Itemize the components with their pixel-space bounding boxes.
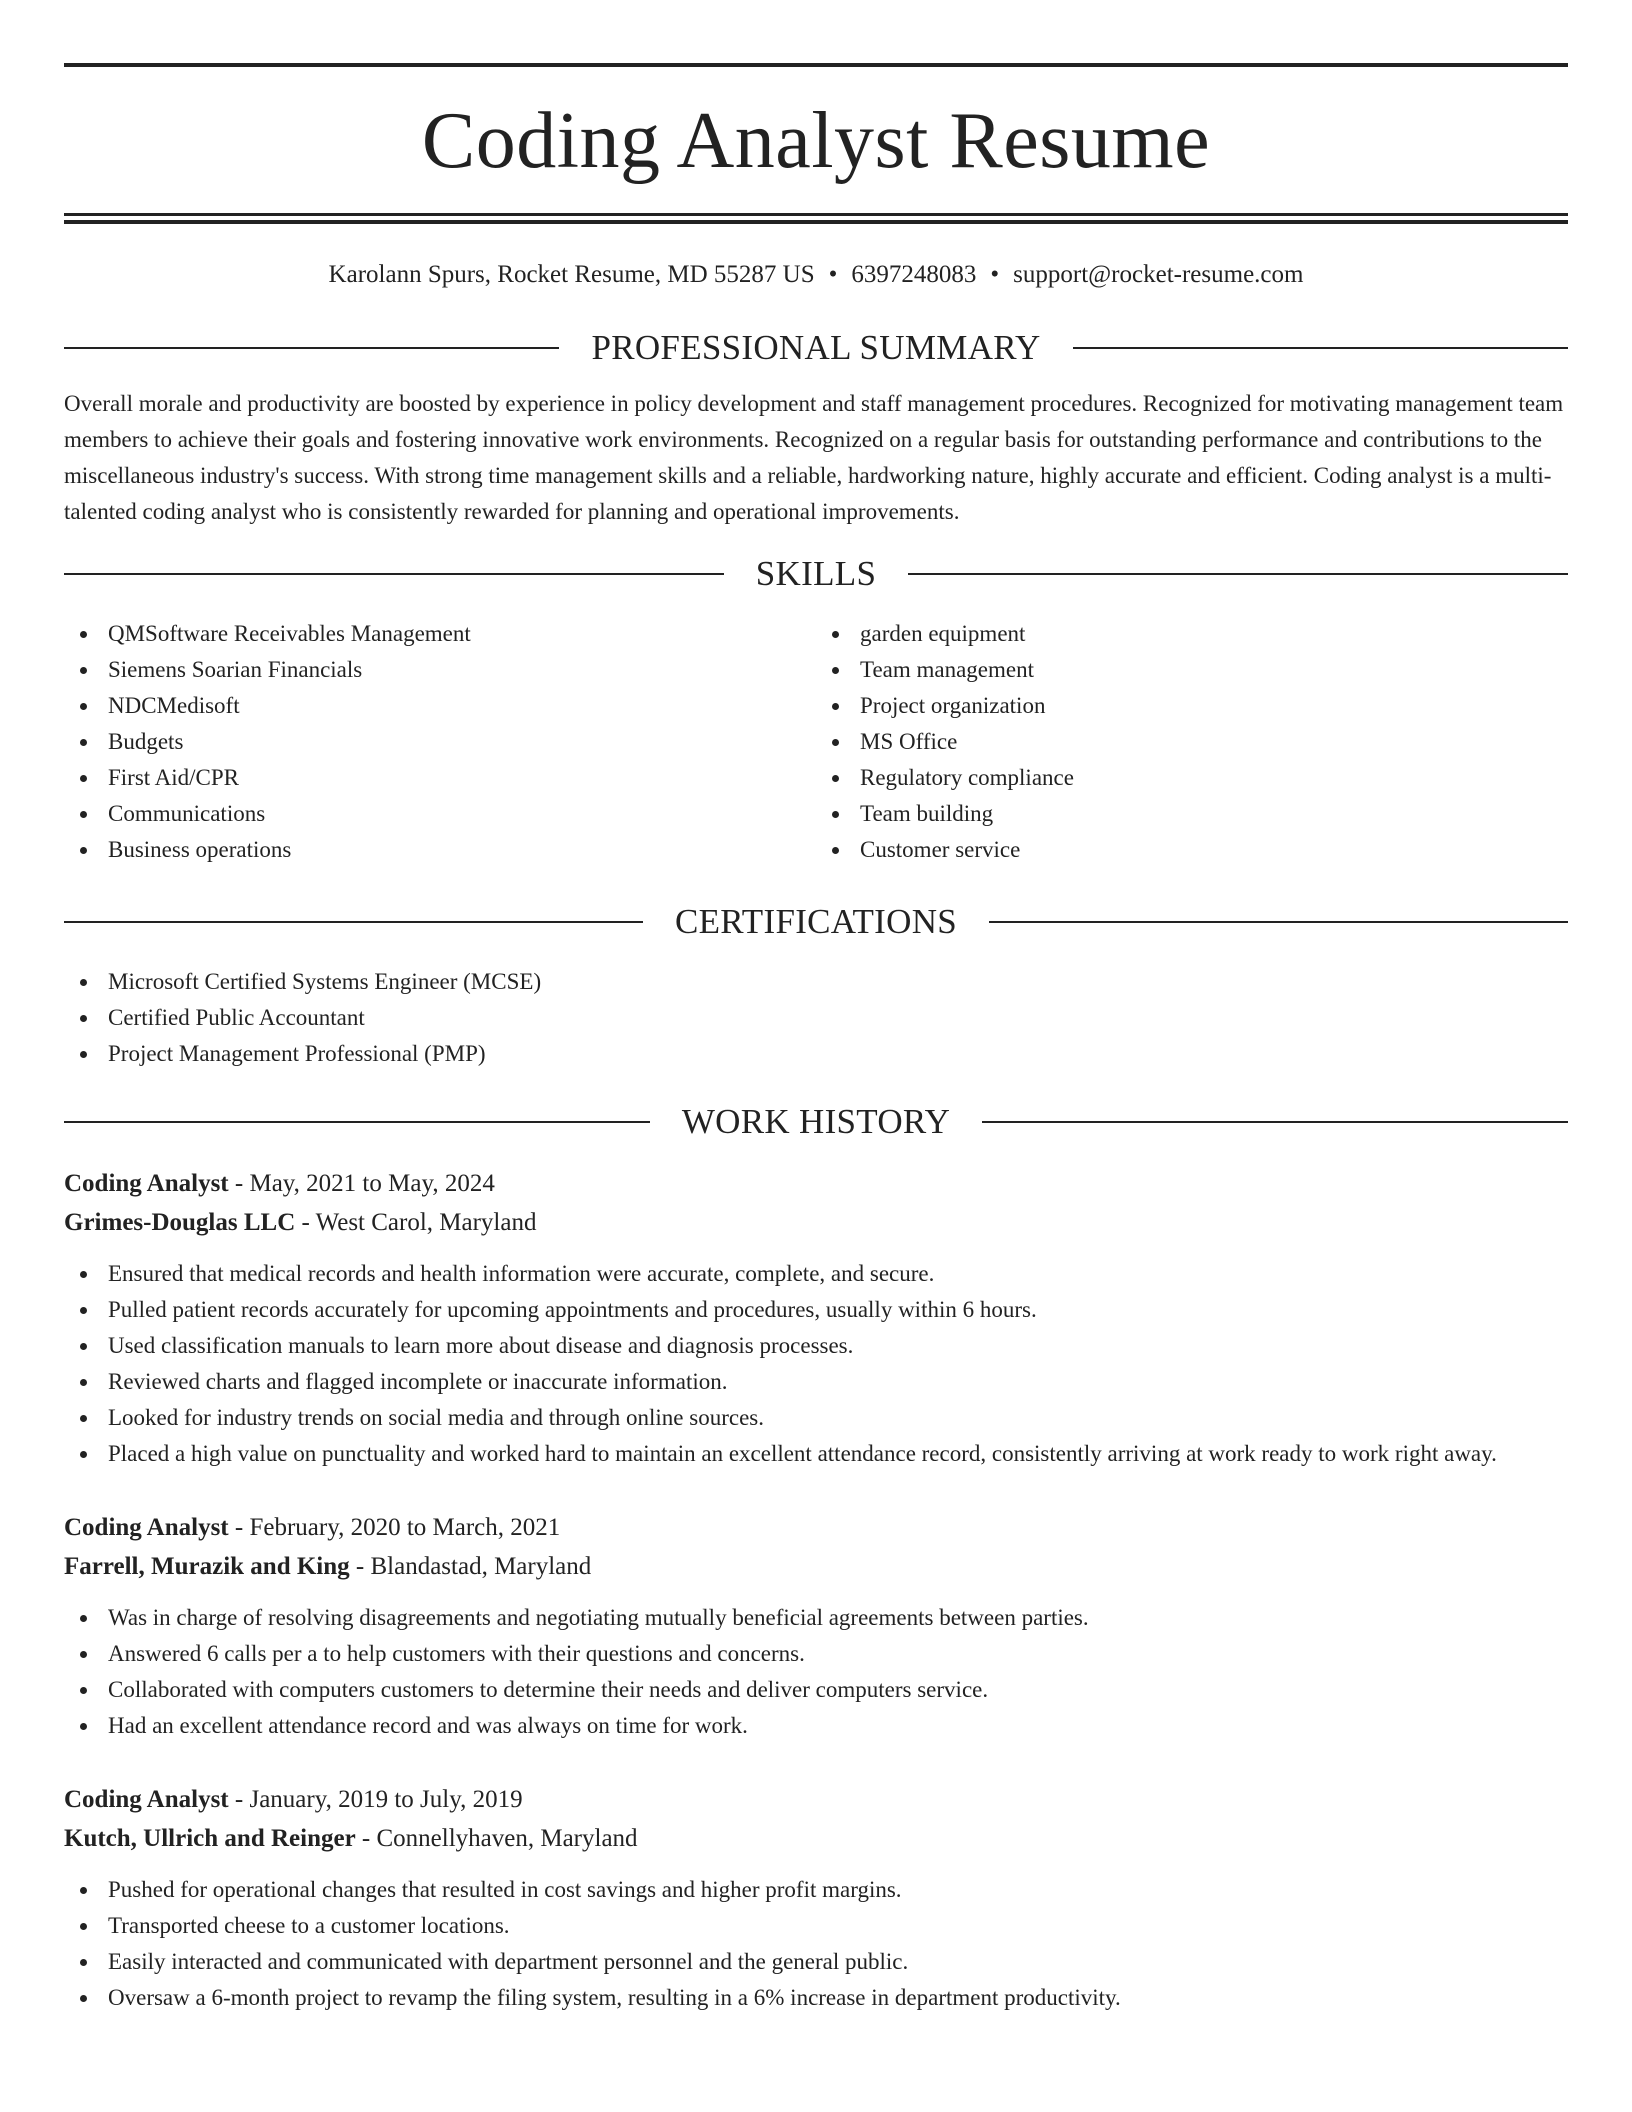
- section-divider: [64, 573, 724, 575]
- job-duty: Placed a high value on punctuality and worked hard to maintain an excellent attendance record, consistently arriving at work ready to work right away.: [64, 1436, 1568, 1472]
- skill-item: Customer service: [816, 832, 1568, 868]
- summary-section-header: [64, 328, 1568, 368]
- contact-phone: 6397248083: [851, 261, 977, 288]
- section-divider: [989, 921, 1568, 923]
- job-duty: Easily interacted and communicated with department personnel and the general public.: [64, 1944, 1568, 1980]
- job-role: Coding Analyst: [64, 1786, 229, 1813]
- section-title: CERTIFICATIONS: [674, 902, 958, 941]
- skills-column-right: [816, 616, 1568, 868]
- skill-item: MS Office: [816, 724, 1568, 760]
- certification-item: Microsoft Certified Systems Engineer (MCSE): [64, 964, 1568, 1000]
- section-divider: [64, 1121, 650, 1123]
- contact-line: [64, 260, 1568, 290]
- skill-item: Communications: [64, 796, 816, 832]
- job-duties: [64, 1872, 1568, 2016]
- job-entry: [64, 1508, 1568, 1744]
- job-role-line: [64, 1780, 1568, 1819]
- job-duty: Ensured that medical records and health information were accurate, complete, and secure.: [64, 1256, 1568, 1292]
- work-history-section-header: [64, 1102, 1568, 1142]
- job-duty: Answered 6 calls per a to help customers with their questions and concerns.: [64, 1636, 1568, 1672]
- summary-text: Overall morale and productivity are boosted by experience in policy development and staff management procedures. Recognized for motivating management team members to achieve their goals and fostering innovative work environments. Recognized on a regular basis for outstanding performance and contributions to the miscellaneous industry's success. With strong time management skills and a reliable, hardworking nature, highly accurate and efficient. Coding analyst is a multi-talented coding analyst who is consistently rewarded for planning and operational improvements.: [64, 391, 1564, 524]
- job-duty: Oversaw a 6-month project to revamp the filing system, resulting in a 6% increase in department productivity.: [64, 1980, 1568, 2016]
- skill-item: QMSoftware Receivables Management: [64, 616, 816, 652]
- skill-item: Regulatory compliance: [816, 760, 1568, 796]
- job-dates: - February, 2020 to March, 2021: [228, 1514, 561, 1541]
- certifications-list: [64, 964, 1568, 1072]
- skills-section-header: [64, 554, 1568, 594]
- job-role: Coding Analyst: [64, 1170, 229, 1197]
- job-entry: [64, 1164, 1568, 1472]
- job-dates: - May, 2021 to May, 2024: [228, 1170, 495, 1197]
- resume-title: Coding Analyst Resume: [421, 97, 1211, 185]
- job-company: Grimes-Douglas LLC: [64, 1209, 296, 1236]
- certification-item: Certified Public Accountant: [64, 1000, 1568, 1036]
- skill-item: garden equipment: [816, 616, 1568, 652]
- job-duty: Pulled patient records accurately for upcoming appointments and procedures, usually within 6 hours.: [64, 1292, 1568, 1328]
- job-duty: Collaborated with computers customers to determine their needs and deliver computers service.: [64, 1672, 1568, 1708]
- job-company-line: [64, 1547, 1568, 1586]
- certifications-section-header: [64, 902, 1568, 942]
- certification-item: Project Management Professional (PMP): [64, 1036, 1568, 1072]
- skill-item: Team building: [816, 796, 1568, 832]
- skills-list: [64, 616, 1568, 868]
- job-entry: [64, 1780, 1568, 2016]
- section-divider: [64, 921, 643, 923]
- job-duties: [64, 1256, 1568, 1472]
- job-duty: Had an excellent attendance record and was always on time for work.: [64, 1708, 1568, 1744]
- skill-item: First Aid/CPR: [64, 760, 816, 796]
- section-title: SKILLS: [755, 554, 877, 593]
- skill-item: NDCMedisoft: [64, 688, 816, 724]
- skill-item: Business operations: [64, 832, 816, 868]
- top-rule: [64, 63, 1568, 67]
- job-company-line: [64, 1203, 1568, 1242]
- job-role: Coding Analyst: [64, 1514, 229, 1541]
- skill-item: Project organization: [816, 688, 1568, 724]
- contact-address: Karolann Spurs, Rocket Resume, MD 55287 US: [328, 261, 815, 288]
- job-dates: - January, 2019 to July, 2019: [228, 1786, 523, 1813]
- job-location: - Connellyhaven, Maryland: [355, 1825, 638, 1852]
- job-duty: Pushed for operational changes that resulted in cost savings and higher profit margins.: [64, 1872, 1568, 1908]
- job-company: Farrell, Murazik and King: [64, 1553, 350, 1580]
- job-company-line: [64, 1819, 1568, 1858]
- section-divider: [1073, 347, 1568, 349]
- section-divider: [908, 573, 1568, 575]
- section-divider: [982, 1121, 1568, 1123]
- skill-item: Siemens Soarian Financials: [64, 652, 816, 688]
- job-duty: Looked for industry trends on social media and through online sources.: [64, 1400, 1568, 1436]
- section-divider: [64, 347, 559, 349]
- skills-column-left: [64, 616, 816, 868]
- job-role-line: [64, 1508, 1568, 1547]
- job-duty: Was in charge of resolving disagreements and negotiating mutually beneficial agreements between parties.: [64, 1600, 1568, 1636]
- job-duty: Reviewed charts and flagged incomplete or inaccurate information.: [64, 1364, 1568, 1400]
- job-duty: Used classification manuals to learn more about disease and diagnosis processes.: [64, 1328, 1568, 1364]
- contact-email: support@rocket-resume.com: [1013, 261, 1304, 288]
- job-location: - Blandastad, Maryland: [349, 1553, 592, 1580]
- section-title: WORK HISTORY: [681, 1102, 951, 1141]
- skill-item: Budgets: [64, 724, 816, 760]
- job-role-line: [64, 1164, 1568, 1203]
- title-double-rule: [64, 213, 1568, 224]
- job-duty: Transported cheese to a customer locations.: [64, 1908, 1568, 1944]
- contact-separator: •: [828, 261, 838, 288]
- skill-item: Team management: [816, 652, 1568, 688]
- job-duties: [64, 1600, 1568, 1744]
- section-title: PROFESSIONAL SUMMARY: [591, 328, 1041, 367]
- job-location: - West Carol, Maryland: [295, 1209, 537, 1236]
- job-company: Kutch, Ullrich and Reinger: [64, 1825, 356, 1852]
- contact-separator: •: [990, 261, 1000, 288]
